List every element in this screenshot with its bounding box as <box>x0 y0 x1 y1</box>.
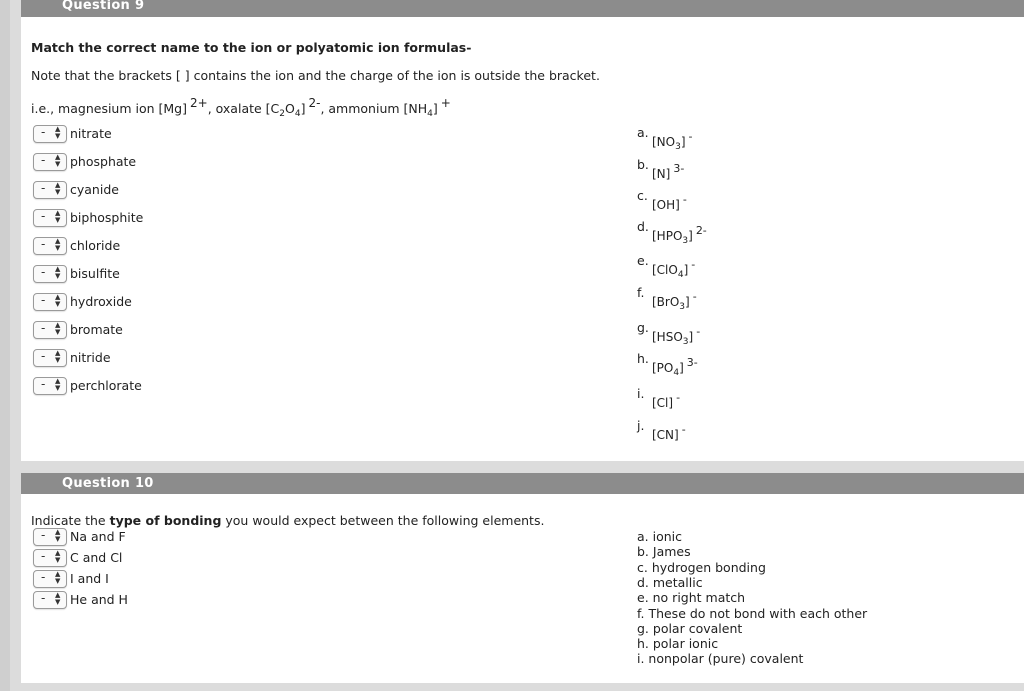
q9-option-letter: b. <box>637 157 649 172</box>
formula-sub: 3 <box>682 236 689 246</box>
q9-option-letter: h. <box>637 351 649 366</box>
q9-option-formula <box>652 391 681 410</box>
formula-charge: - <box>688 130 693 143</box>
q10-option: d. metallic <box>637 574 703 590</box>
formula-sub: 3 <box>675 142 681 152</box>
q9-option-formula <box>652 356 698 378</box>
up-down-chevron-icon: ▲ ▼ <box>55 377 61 392</box>
formula-charge: - <box>676 391 681 404</box>
formula-pre: [HPO <box>652 229 683 243</box>
up-down-chevron-icon: ▲ ▼ <box>55 570 61 585</box>
q9-item-select-value: - <box>41 321 46 335</box>
q9-item-select-6[interactable] <box>33 293 67 311</box>
q9-option-formula <box>652 423 686 442</box>
q9-item-select-2[interactable] <box>33 181 67 199</box>
question-10-prompt-pre: Indicate the <box>31 513 110 528</box>
q9-option-formula <box>652 325 701 347</box>
q10-item-select-value: - <box>41 570 46 584</box>
up-down-chevron-icon: ▲ ▼ <box>55 591 61 606</box>
example-magnesium: i.e., magnesium ion [Mg] <box>31 101 187 116</box>
formula-charge: 3- <box>686 356 698 369</box>
formula-pre: [PO <box>652 361 674 375</box>
q10-option: g. polar covalent <box>637 620 743 636</box>
formula-pre: [Cl] <box>652 396 674 410</box>
q9-option-formula <box>652 290 697 312</box>
formula-post: ] <box>679 361 684 375</box>
formula-charge: - <box>681 423 686 436</box>
q9-item-select-3[interactable] <box>33 209 67 227</box>
formula-pre: [ClO <box>652 263 678 277</box>
formula-charge: - <box>691 258 696 271</box>
q10-item-select-3[interactable] <box>33 591 67 609</box>
q9-item-label: phosphate <box>70 154 137 169</box>
formula-post: ] <box>688 229 693 243</box>
question-10-header <box>21 473 1024 494</box>
q10-item-label: Na and F <box>70 529 126 544</box>
q9-item-select-7[interactable] <box>33 321 67 339</box>
up-down-chevron-icon: ▲ ▼ <box>55 209 61 224</box>
q9-item-select-value: - <box>41 265 46 279</box>
q9-item-select-value: - <box>41 349 46 363</box>
q10-option: i. nonpolar (pure) covalent <box>637 651 804 667</box>
q9-option-formula <box>652 224 707 246</box>
formula-pre: [BrO <box>652 295 680 309</box>
q9-option-formula <box>652 162 685 181</box>
question-9-title: Question 9 <box>62 0 145 13</box>
formula-pre: [N] <box>652 167 671 181</box>
formula-pre: [OH] <box>652 198 680 212</box>
q9-item-select-4[interactable] <box>33 237 67 255</box>
formula-sub: 3 <box>682 337 689 347</box>
q9-item-select-5[interactable] <box>33 265 67 283</box>
q9-item-label: cyanide <box>70 182 119 197</box>
question-10-title: Question 10 <box>62 476 154 491</box>
example-ox-close: ] <box>300 101 306 116</box>
q9-item-select-9[interactable] <box>33 377 67 395</box>
q10-option: a. ionic <box>637 529 682 544</box>
formula-charge: 2- <box>695 224 707 237</box>
up-down-chevron-icon: ▲ ▼ <box>55 237 61 252</box>
question-10-prompt-post: you would expect between the following elements. <box>221 513 545 528</box>
example-nh-close: ] <box>432 101 438 116</box>
q9-item-label: nitride <box>70 350 111 365</box>
q10-option: c. hydrogen bonding <box>637 559 766 575</box>
q9-option-letter: c. <box>637 188 648 203</box>
formula-charge: 3- <box>673 162 685 175</box>
q10-item-select-value: - <box>41 549 46 563</box>
q9-item-select-value: - <box>41 377 46 391</box>
q9-item-select-value: - <box>41 125 46 139</box>
up-down-chevron-icon: ▲ ▼ <box>55 349 61 364</box>
q10-item-label: I and I <box>70 571 109 586</box>
q9-item-select-value: - <box>41 153 46 167</box>
up-down-chevron-icon: ▲ ▼ <box>55 125 61 140</box>
up-down-chevron-icon: ▲ ▼ <box>55 181 61 196</box>
q10-item-select-2[interactable] <box>33 570 67 588</box>
formula-charge: - <box>696 325 701 338</box>
example-mg-charge: 2+ <box>190 96 208 110</box>
formula-pre: [NO <box>652 135 676 149</box>
q10-option: h. polar ionic <box>637 636 719 652</box>
up-down-chevron-icon: ▲ ▼ <box>55 321 61 336</box>
q9-option-letter: g. <box>637 320 649 335</box>
example-oxalate: , oxalate [C <box>207 101 280 116</box>
question-9-prompt: Match the correct name to the ion or polyatomic ion formulas- <box>31 40 472 55</box>
q9-option-letter: a. <box>637 125 649 140</box>
q9-item-label: bromate <box>70 322 123 337</box>
question-9-header <box>21 0 1024 17</box>
question-9-note: Note that the brackets [ ] contains the ion and the charge of the ion is outside the bracket. <box>31 68 600 83</box>
example-ox-charge: 2- <box>308 96 321 110</box>
q9-item-select-8[interactable] <box>33 349 67 367</box>
question-10-prompt-bold: type of bonding <box>109 513 222 528</box>
example-nh-sub: 4 <box>427 109 433 119</box>
formula-sub: 4 <box>677 270 684 280</box>
q10-item-label: C and Cl <box>70 550 123 565</box>
q9-item-label: perchlorate <box>70 378 142 393</box>
question-9-panel <box>21 0 1024 461</box>
q9-option-letter: i. <box>637 386 645 401</box>
formula-sub: 4 <box>673 368 680 378</box>
question-10-panel <box>21 473 1024 683</box>
left-scroll-gutter <box>0 0 10 691</box>
formula-pre: [HSO <box>652 330 683 344</box>
q10-option: b. James <box>637 544 691 560</box>
q9-option-letter: e. <box>637 253 649 268</box>
up-down-chevron-icon: ▲ ▼ <box>55 265 61 280</box>
question-10-prompt <box>31 513 544 528</box>
q10-item-select-0[interactable] <box>33 528 67 546</box>
q9-item-select-value: - <box>41 237 46 251</box>
example-ox-sub2: 4 <box>294 109 301 119</box>
up-down-chevron-icon: ▲ ▼ <box>55 293 61 308</box>
up-down-chevron-icon: ▲ ▼ <box>55 549 61 564</box>
q9-option-formula <box>652 258 696 280</box>
q9-item-label: hydroxide <box>70 294 132 309</box>
example-ox-mid: O <box>285 101 295 116</box>
q9-option-letter: f. <box>637 285 645 300</box>
q9-item-label: bisulfite <box>70 266 120 281</box>
q9-item-label: biphosphite <box>70 210 144 225</box>
formula-post: ] <box>688 330 694 344</box>
q9-item-label: chloride <box>70 238 121 253</box>
q10-option: f. These do not bond with each other <box>637 605 868 621</box>
formula-pre: [CN] <box>652 428 679 442</box>
formula-post: ] <box>685 295 690 309</box>
q9-item-label: nitrate <box>70 126 112 141</box>
example-ox-sub1: 2 <box>279 109 286 119</box>
example-ammonium: , ammonium [NH <box>320 101 428 116</box>
q9-option-formula <box>652 130 693 152</box>
example-nh-charge: + <box>440 96 451 110</box>
q9-item-select-value: - <box>41 209 46 223</box>
formula-post: ] <box>680 135 686 149</box>
q10-item-select-value: - <box>41 591 46 605</box>
question-9-example <box>31 96 451 119</box>
q9-option-letter: j. <box>637 418 645 433</box>
formula-sub: 3 <box>679 302 686 312</box>
q9-option-letter: d. <box>637 219 649 234</box>
up-down-chevron-icon: ▲ ▼ <box>55 153 61 168</box>
formula-post: ] <box>683 263 689 277</box>
q9-option-formula <box>652 193 687 212</box>
formula-charge: - <box>682 193 687 206</box>
q9-item-select-0[interactable] <box>33 125 67 143</box>
q9-item-select-value: - <box>41 181 46 195</box>
q10-item-select-1[interactable] <box>33 549 67 567</box>
q9-item-select-1[interactable] <box>33 153 67 171</box>
up-down-chevron-icon: ▲ ▼ <box>55 528 61 543</box>
q9-item-select-value: - <box>41 293 46 307</box>
q10-option: e. no right match <box>637 590 746 606</box>
formula-charge: - <box>692 290 697 303</box>
q10-item-select-value: - <box>41 528 46 542</box>
q10-item-label: He and H <box>70 592 128 607</box>
